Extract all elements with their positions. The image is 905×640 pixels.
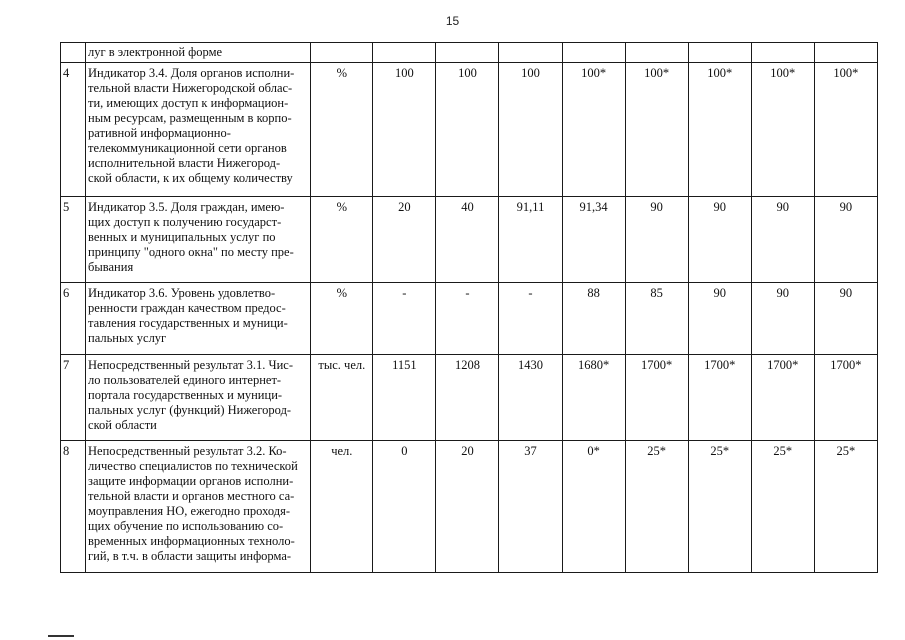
- value-cell: 1700*: [625, 355, 688, 441]
- value-cell: [625, 43, 688, 63]
- value-cell: 25*: [688, 441, 751, 573]
- value-cell: 100: [499, 63, 562, 197]
- value-cell: [562, 43, 625, 63]
- value-cell: 91,34: [562, 197, 625, 283]
- value-cell: -: [499, 283, 562, 355]
- value-cell: 88: [562, 283, 625, 355]
- value-cell: 1430: [499, 355, 562, 441]
- value-cell: 20: [436, 441, 499, 573]
- value-cell: 90: [751, 197, 814, 283]
- value-cell: 0*: [562, 441, 625, 573]
- value-cell: 100: [373, 63, 436, 197]
- value-cell: 1680*: [562, 355, 625, 441]
- value-cell: -: [436, 283, 499, 355]
- value-cell: [436, 43, 499, 63]
- row-number: 8: [61, 441, 86, 573]
- value-cell: 25*: [625, 441, 688, 573]
- row-number: 4: [61, 63, 86, 197]
- value-cell: 100*: [625, 63, 688, 197]
- table-row: [61, 197, 878, 283]
- row-number: 7: [61, 355, 86, 441]
- value-cell: 85: [625, 283, 688, 355]
- value-cell: 20: [373, 197, 436, 283]
- value-cell: 90: [688, 283, 751, 355]
- row-number: [61, 43, 86, 63]
- table-row: [61, 355, 878, 441]
- value-cell: [373, 43, 436, 63]
- value-cell: 100*: [562, 63, 625, 197]
- indicators-table: [60, 42, 878, 573]
- unit-cell: [311, 43, 373, 63]
- row-number: 5: [61, 197, 86, 283]
- value-cell: 1700*: [814, 355, 877, 441]
- indicator-text: Индикатор 3.5. Доля граждан, имею- щих доступ к получению государст- венных и муниципальных услуг по принципу "одного окна" по месту пре- бывания: [86, 197, 311, 283]
- value-cell: [814, 43, 877, 63]
- indicator-text: луг в электронной форме: [86, 43, 311, 63]
- table-row: [61, 283, 878, 355]
- indicator-text: Непосредственный результат 3.2. Ко- личество специалистов по технической защите информации органов исполни- тельной власти и органов местного са- моуправления НО, ежегодно проходя- щих обучение по использованию со- временных информационных техноло- гий, в т.ч. в области защиты информа-: [86, 441, 311, 573]
- value-cell: 90: [814, 283, 877, 355]
- table-row-continuation: [61, 43, 878, 63]
- value-cell: 1700*: [688, 355, 751, 441]
- value-cell: 100: [436, 63, 499, 197]
- value-cell: 40: [436, 197, 499, 283]
- value-cell: -: [373, 283, 436, 355]
- value-cell: 100*: [814, 63, 877, 197]
- value-cell: 0: [373, 441, 436, 573]
- value-cell: 1151: [373, 355, 436, 441]
- indicator-text: Непосредственный результат 3.1. Чис- ло пользователей единого интернет- портала государственных и муници- пальных услуг (функций) Нижегород- ской области: [86, 355, 311, 441]
- value-cell: 100*: [751, 63, 814, 197]
- unit-cell: тыс. чел.: [311, 355, 373, 441]
- value-cell: 25*: [814, 441, 877, 573]
- row-number: 6: [61, 283, 86, 355]
- value-cell: 90: [688, 197, 751, 283]
- value-cell: 90: [814, 197, 877, 283]
- table-row: [61, 441, 878, 573]
- value-cell: 1208: [436, 355, 499, 441]
- value-cell: 25*: [751, 441, 814, 573]
- value-cell: 90: [625, 197, 688, 283]
- indicator-text: Индикатор 3.6. Уровень удовлетво- ренности граждан качеством предос- тавления государственных и муници- пальных услуг: [86, 283, 311, 355]
- unit-cell: %: [311, 283, 373, 355]
- value-cell: [688, 43, 751, 63]
- unit-cell: чел.: [311, 441, 373, 573]
- value-cell: 1700*: [751, 355, 814, 441]
- unit-cell: %: [311, 197, 373, 283]
- indicator-text: Индикатор 3.4. Доля органов исполни- тельной власти Нижегородской облас- ти, имеющих доступ к информацион- ным ресурсам, размещенным в корпо- ративной информационно- телекоммуникационной сети органов исполнительной власти Нижегород- ской области, к их общему количеству: [86, 63, 311, 197]
- page-number: 15: [445, 14, 460, 28]
- indicators-table-body: [61, 43, 878, 573]
- unit-cell: %: [311, 63, 373, 197]
- value-cell: 37: [499, 441, 562, 573]
- table-row: [61, 63, 878, 197]
- value-cell: 91,11: [499, 197, 562, 283]
- value-cell: [499, 43, 562, 63]
- value-cell: 90: [751, 283, 814, 355]
- value-cell: 100*: [688, 63, 751, 197]
- value-cell: [751, 43, 814, 63]
- bottom-margin-mark: [48, 635, 74, 637]
